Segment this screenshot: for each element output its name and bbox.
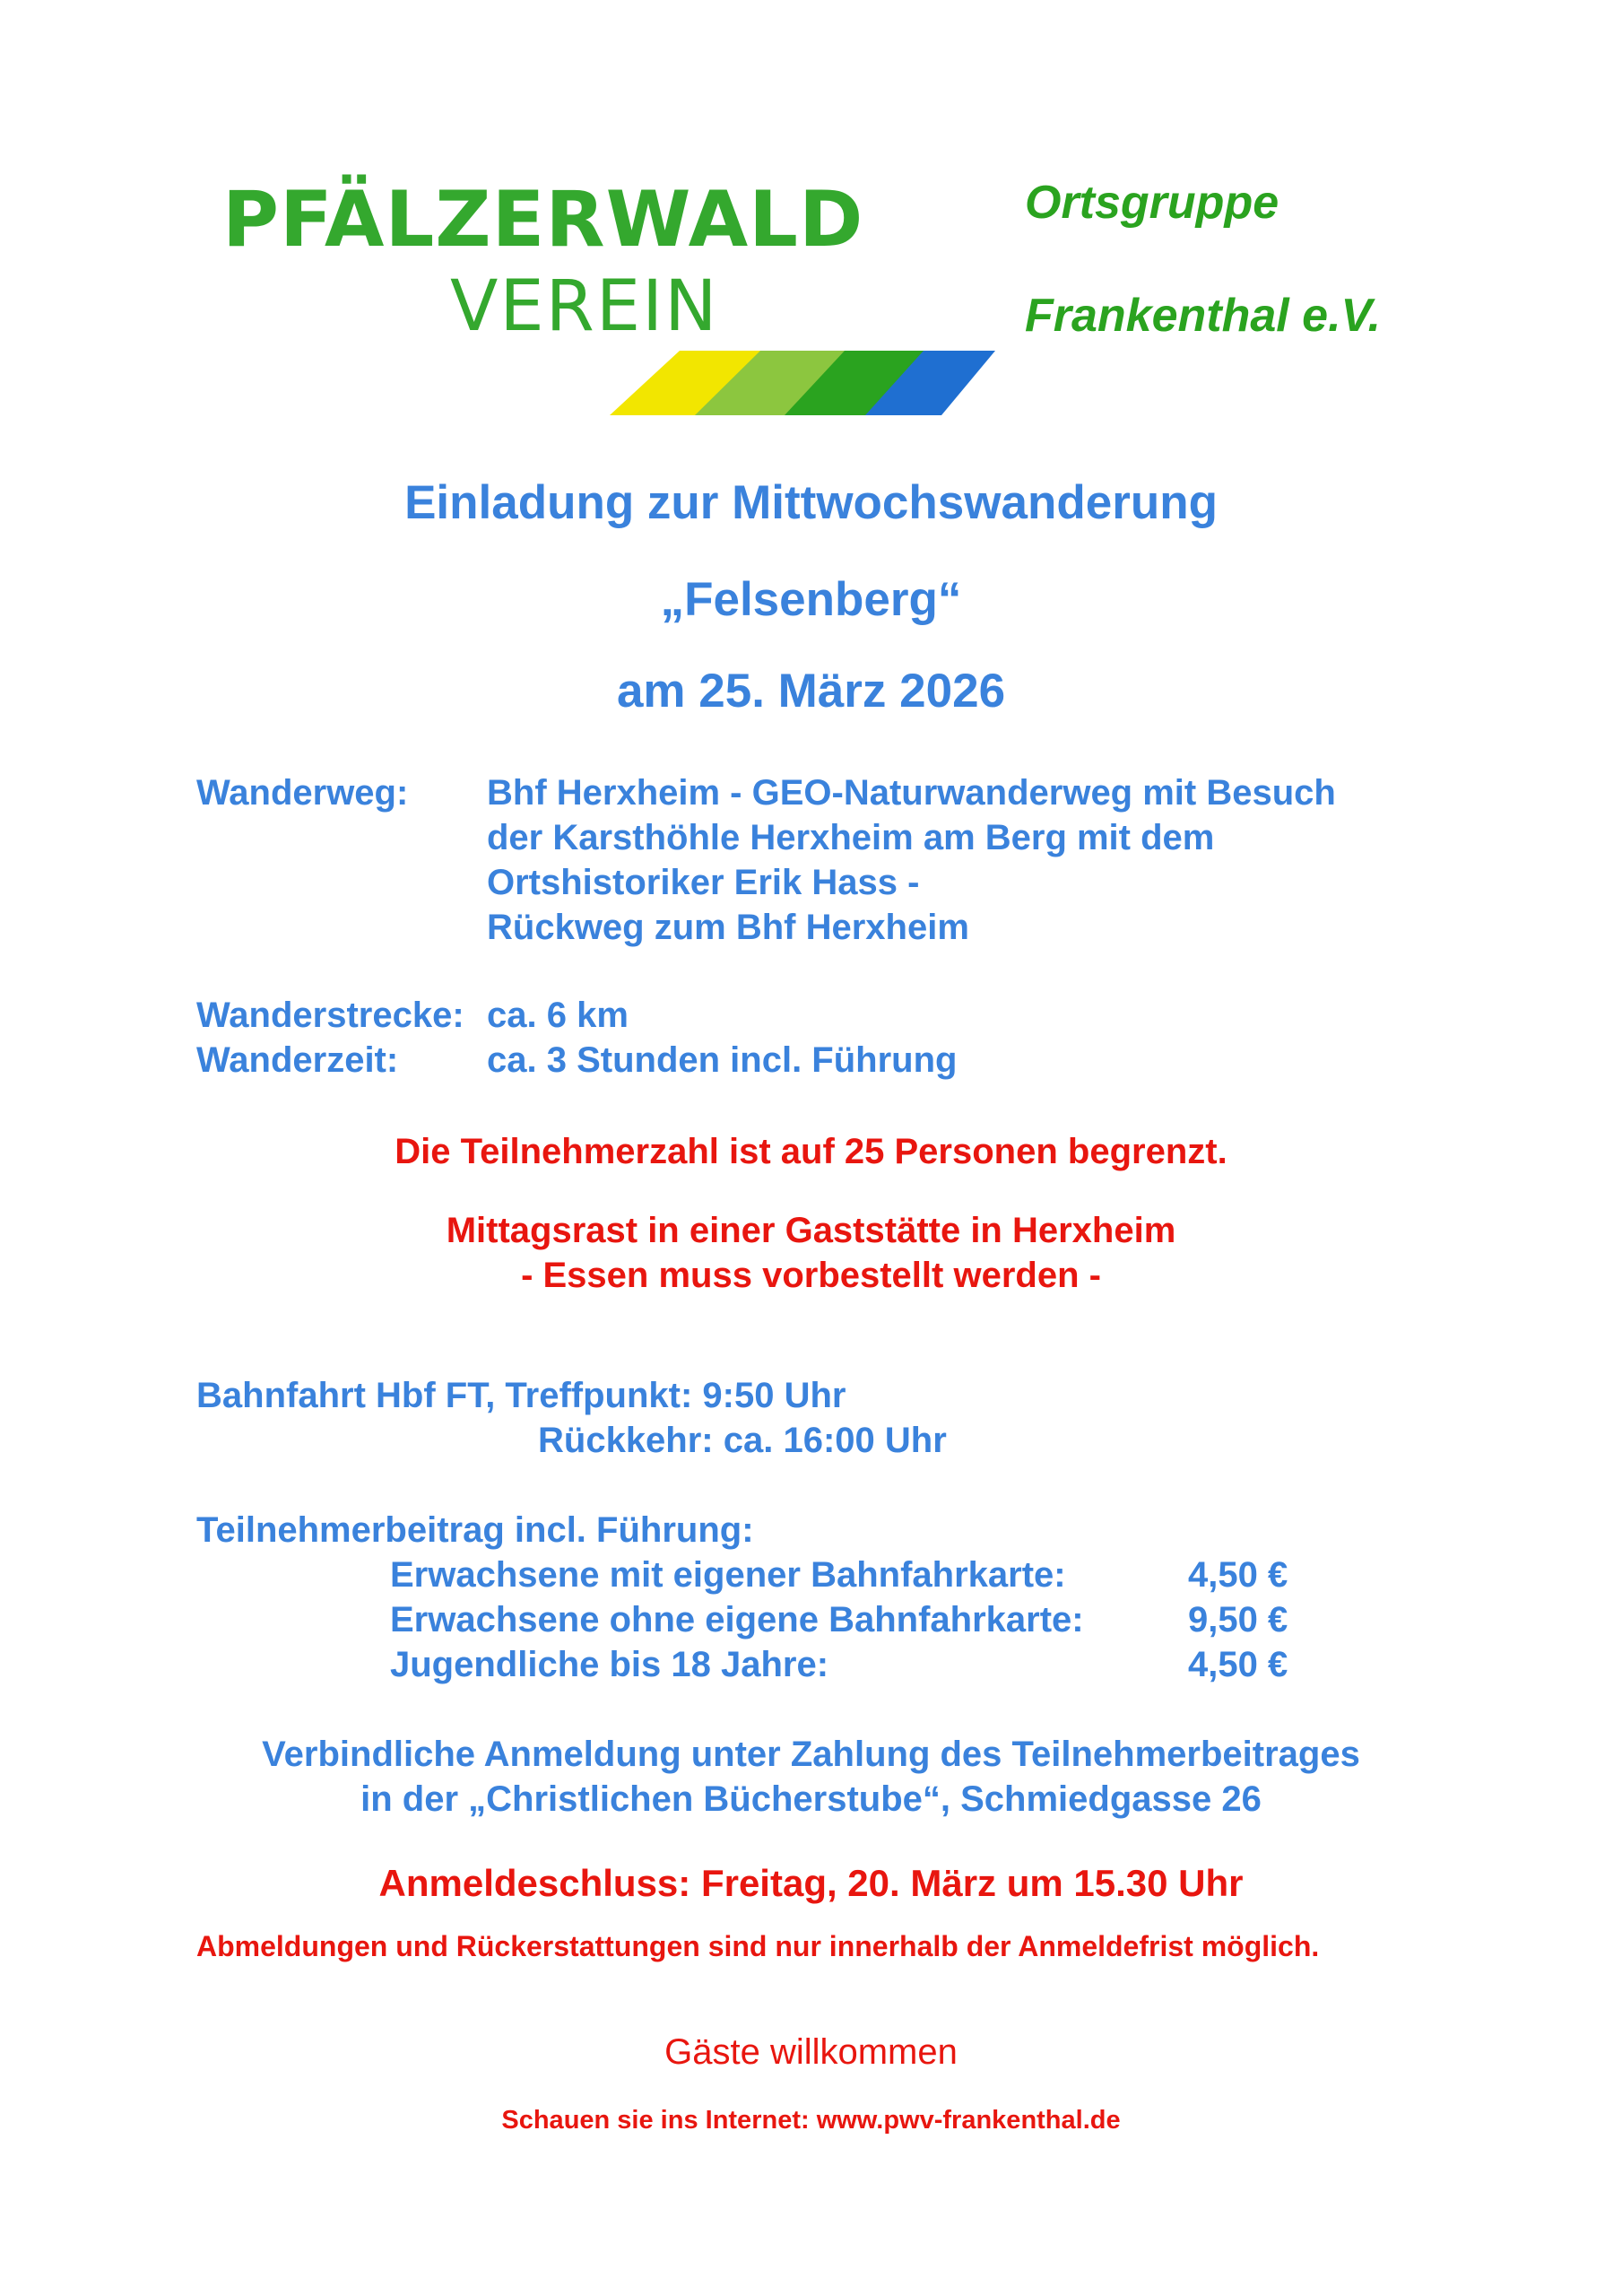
fee-label: Erwachsene ohne eigene Bahnfahrkarte: bbox=[390, 1600, 1084, 1639]
lunch-line2: - Essen muss vorbestellt werden - bbox=[521, 1256, 1101, 1295]
fee-label: Erwachsene mit eigener Bahnfahrkarte: bbox=[390, 1555, 1066, 1595]
logo-text-line2: VEREIN bbox=[450, 266, 719, 347]
registration-line1: Verbindliche Anmeldung unter Zahlung des Teilnehmerbeitrages bbox=[262, 1735, 1360, 1774]
fees-heading: Teilnehmerbeitrag incl. Führung: bbox=[196, 1510, 754, 1550]
route-label: Wanderweg: bbox=[196, 773, 409, 813]
pwv-logo bbox=[215, 175, 864, 417]
registration-deadline: Anmeldeschluss: Freitag, 20. März um 15.30 Uhr bbox=[378, 1862, 1244, 1904]
website-line: Schauen sie ins Internet: www.pwv-frankenthal.de bbox=[501, 2106, 1121, 2135]
fee-price: 9,50 € bbox=[1188, 1600, 1288, 1639]
hike-name: „Felsenberg“ bbox=[660, 573, 962, 626]
fee-price: 4,50 € bbox=[1188, 1645, 1288, 1684]
distance-label: Wanderstrecke: bbox=[196, 996, 464, 1035]
fee-price: 4,50 € bbox=[1188, 1555, 1288, 1595]
lunch-line1: Mittagsrast in einer Gaststätte in Herxheim bbox=[446, 1211, 1176, 1250]
route-line: der Karsthöhle Herxheim am Berg mit dem bbox=[487, 818, 1215, 857]
train-return: Rückkehr: ca. 16:00 Uhr bbox=[538, 1421, 947, 1460]
participant-limit-notice: Die Teilnehmerzahl ist auf 25 Personen begrenzt. bbox=[395, 1132, 1227, 1171]
route-line: Ortshistoriker Erik Hass - bbox=[487, 863, 920, 902]
cancellation-note: Abmeldungen und Rückerstattungen sind nur innerhalb der Anmeldefrist möglich. bbox=[196, 1930, 1320, 1962]
registration-line2: in der „Christlichen Bücherstube“, Schmiedgasse 26 bbox=[360, 1779, 1262, 1819]
org-line2: Frankenthal e.V. bbox=[1025, 290, 1381, 342]
fee-label: Jugendliche bis 18 Jahre: bbox=[390, 1645, 829, 1684]
distance-value: ca. 6 km bbox=[487, 996, 629, 1035]
hike-date: am 25. März 2026 bbox=[616, 665, 1006, 718]
duration-value: ca. 3 Stunden incl. Führung bbox=[487, 1040, 958, 1080]
route-line: Rückweg zum Bhf Herxheim bbox=[487, 908, 969, 947]
org-line1: Ortsgruppe bbox=[1025, 177, 1279, 229]
route-line: Bhf Herxheim - GEO-Naturwanderweg mit Besuch bbox=[487, 773, 1336, 813]
duration-label: Wanderzeit: bbox=[196, 1040, 399, 1080]
guests-welcome: Gäste willkommen bbox=[664, 2032, 958, 2072]
logo-stripes-icon bbox=[610, 351, 995, 415]
invitation-title: Einladung zur Mittwochswanderung bbox=[404, 476, 1218, 529]
train-meeting: Bahnfahrt Hbf FT, Treffpunkt: 9:50 Uhr bbox=[196, 1376, 846, 1415]
logo-text-line1: PFÄLZERWALD bbox=[222, 175, 864, 265]
